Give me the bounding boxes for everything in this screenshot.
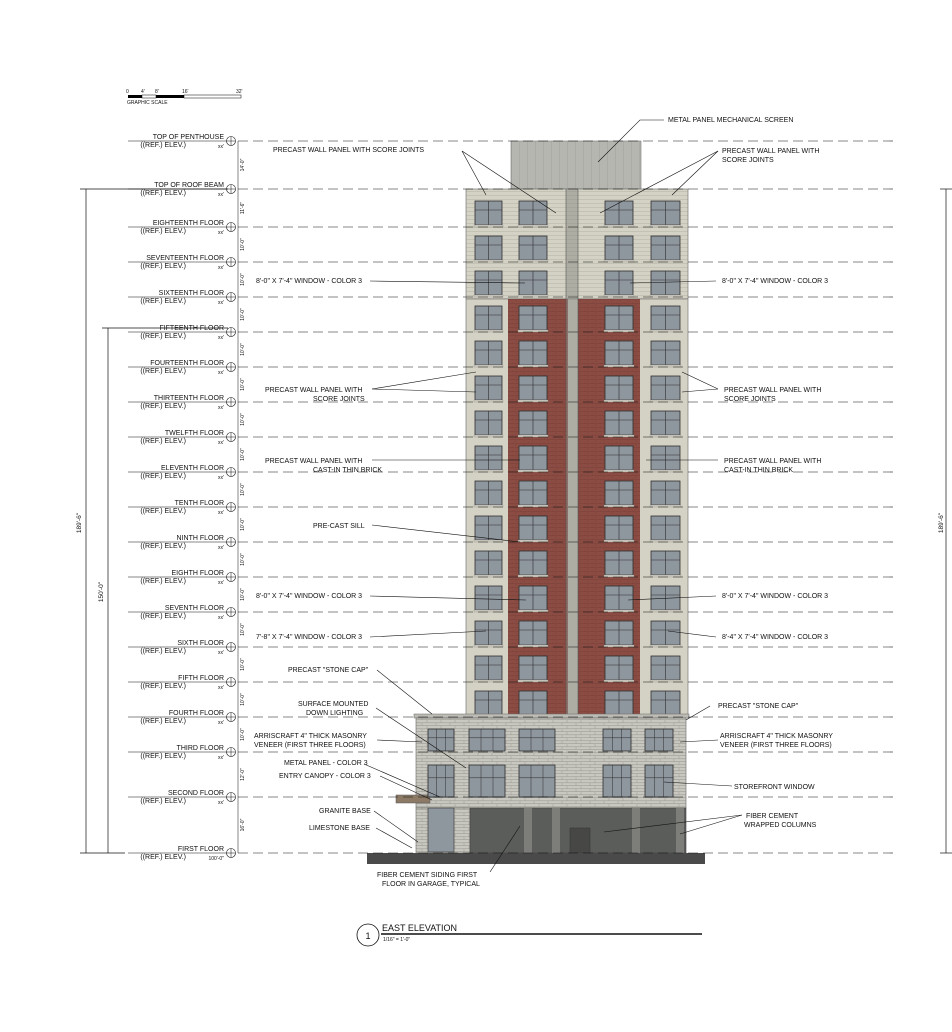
center-recess <box>566 189 578 717</box>
floor-height-dim: 10'-0" <box>240 728 246 741</box>
note-precast-score-mid-left-1: PRECAST WALL PANEL WITH <box>265 387 363 394</box>
level-name: FIFTEENTH FLOOR <box>159 325 224 332</box>
level-elev: xx' <box>218 755 224 761</box>
level-ref: ((REF.) ELEV.) <box>140 718 186 725</box>
floor-height-dim: 10'-0" <box>240 693 246 706</box>
floor-height-dim: 10'-0" <box>240 658 246 671</box>
floor-height-dim: 10'-0" <box>240 378 246 391</box>
note-precast-score-top-right-1: PRECAST WALL PANEL WITH <box>722 148 820 155</box>
notes-bottom <box>377 872 480 888</box>
level-elev: xx' <box>218 230 224 236</box>
podium-window <box>645 765 673 797</box>
scale-tick-3: 16' <box>182 89 189 95</box>
podium-window <box>519 729 555 751</box>
level-name: THIRD FLOOR <box>176 745 224 752</box>
graphic-scale <box>126 89 243 106</box>
column-3 <box>632 808 640 853</box>
dim-right: 189'-6" <box>938 512 945 534</box>
level-elev: xx' <box>218 510 224 516</box>
level-name: TWELFTH FLOOR <box>164 430 224 437</box>
level-ref: ((REF.) ELEV.) <box>140 683 186 690</box>
podium-window <box>428 729 454 751</box>
level-elev: xx' <box>218 335 224 341</box>
level-ref: ((REF.) ELEV.) <box>140 854 186 861</box>
note-stone-cap-left: PRECAST "STONE CAP" <box>288 667 369 674</box>
level-ref: ((REF.) ELEV.) <box>140 578 186 585</box>
podium-window <box>645 729 673 751</box>
scale-label: GRAPHIC SCALE <box>127 100 168 106</box>
floor-height-dim: 10'-0" <box>240 623 246 636</box>
note-brick-right-2: CAST-IN THIN BRICK <box>724 467 794 474</box>
level-name: SEVENTH FLOOR <box>164 605 224 612</box>
level-elev: xx' <box>218 650 224 656</box>
note-canopy: ENTRY CANOPY - COLOR 3 <box>279 773 371 780</box>
level-ref: ((REF.) ELEV.) <box>140 142 186 149</box>
note-limestone: LIMESTONE BASE <box>309 825 370 832</box>
note-window-lower-right: 8'-0" X 7'-4" WINDOW - COLOR 3 <box>722 593 829 600</box>
entry-door <box>428 808 454 852</box>
floor-height-dim: 14'-0" <box>240 158 246 172</box>
note-window-lower-left: 8'-0" X 7'-4" WINDOW - COLOR 3 <box>256 593 363 600</box>
note-siding-2: FLOOR IN GARAGE, TYPICAL <box>382 881 480 888</box>
level-elev: xx' <box>218 615 224 621</box>
level-elev: xx' <box>218 192 224 198</box>
note-precast-score-mid-right-2: SCORE JOINTS <box>724 396 776 403</box>
floor-height-dim: 11'-6" <box>240 201 246 215</box>
dim-left-outer: 189'-6" <box>76 512 83 534</box>
floor-height-dim: 10'-0" <box>240 588 246 601</box>
floor-height-dim: 10'-0" <box>240 448 246 461</box>
level-elev: xx' <box>218 800 224 806</box>
level-name: ELEVENTH FLOOR <box>160 465 224 472</box>
level-name: EIGHTH FLOOR <box>171 570 224 577</box>
level-ref: ((REF.) ELEV.) <box>140 228 186 235</box>
note-window-side-right: 8'-4" X 7'-4" WINDOW - COLOR 3 <box>722 634 829 641</box>
level-elev: xx' <box>218 475 224 481</box>
note-stone-cap-right: PRECAST "STONE CAP" <box>718 703 799 710</box>
level-ref: ((REF.) ELEV.) <box>140 473 186 480</box>
level-ref: ((REF.) ELEV.) <box>140 298 186 305</box>
entry-canopy <box>396 795 430 803</box>
level-ref: ((REF.) ELEV.) <box>140 403 186 410</box>
level-ref: ((REF.) ELEV.) <box>140 648 186 655</box>
note-lighting-1: SURFACE MOUNTED <box>298 701 369 708</box>
level-elev: xx' <box>218 720 224 726</box>
level-name: TOP OF PENTHOUSE <box>152 134 224 141</box>
floor-height-dim: 10'-0" <box>240 308 246 321</box>
level-ref: ((REF.) ELEV.) <box>140 333 186 340</box>
column-1 <box>524 808 532 853</box>
podium-window <box>603 729 631 751</box>
note-brick-left-2: CAST-IN THIN BRICK <box>313 467 383 474</box>
floor-height-dim: 10'-0" <box>240 413 246 426</box>
level-ref: ((REF.) ELEV.) <box>140 508 186 515</box>
note-sill: PRE-CAST SILL <box>313 523 365 530</box>
drawing-title <box>357 923 702 946</box>
note-lighting-2: DOWN LIGHTING <box>306 710 364 717</box>
level-name: FOURTH FLOOR <box>168 710 224 717</box>
level-elev: xx' <box>218 580 224 586</box>
note-mech-screen: METAL PANEL MECHANICAL SCREEN <box>668 117 794 124</box>
note-columns-1: FIBER CEMENT <box>746 813 799 820</box>
level-ref: ((REF.) ELEV.) <box>140 753 186 760</box>
scale-tick-4: 32' <box>236 89 243 95</box>
level-name: EIGHTEENTH FLOOR <box>152 220 224 227</box>
ground-line <box>367 853 705 864</box>
note-masonry-left-1: ARRISCRAFT 4" THICK MASONRY <box>254 733 367 740</box>
level-elev: xx' <box>218 265 224 271</box>
level-elev: 100'-0" <box>208 856 224 862</box>
note-window-upper-left: 8'-0" X 7'-4" WINDOW - COLOR 3 <box>256 278 363 285</box>
note-masonry-right-2: VENEER (FIRST THREE FLOORS) <box>720 742 832 749</box>
tower <box>466 189 688 717</box>
level-ref: ((REF.) ELEV.) <box>140 613 186 620</box>
floor-height-dim: 10'-0" <box>240 518 246 531</box>
note-brick-right-1: PRECAST WALL PANEL WITH <box>724 458 822 465</box>
garage-door <box>570 828 590 853</box>
podium-window <box>428 765 454 797</box>
title-name: EAST ELEVATION <box>382 923 458 933</box>
level-name: SECOND FLOOR <box>167 790 224 797</box>
level-name: TOP OF ROOF BEAM <box>154 182 224 189</box>
level-name: SIXTEENTH FLOOR <box>158 290 224 297</box>
floor-height-dim: 16'-0" <box>240 818 246 832</box>
level-name: FOURTEENTH FLOOR <box>150 360 224 367</box>
level-elev: xx' <box>218 545 224 551</box>
level-name: THIRTEENTH FLOOR <box>153 395 224 402</box>
title-scale: 1/16" = 1'-0" <box>383 937 411 943</box>
level-elev: xx' <box>218 405 224 411</box>
column-4 <box>676 808 684 853</box>
podium-window <box>469 729 505 751</box>
floor-height-dim: 10'-0" <box>240 483 246 496</box>
notes-left <box>254 147 424 832</box>
column-2 <box>552 808 560 853</box>
podium-window <box>519 765 555 797</box>
stone-cap <box>414 714 689 718</box>
note-granite: GRANITE BASE <box>319 808 371 815</box>
podium <box>396 714 689 853</box>
level-name: FIFTH FLOOR <box>178 675 224 682</box>
note-columns-2: WRAPPED COLUMNS <box>744 822 817 829</box>
note-precast-score-top: PRECAST WALL PANEL WITH SCORE JOINTS <box>273 147 425 154</box>
level-elev: xx' <box>218 440 224 446</box>
scale-tick-2: 8' <box>155 89 159 95</box>
level-name: SIXTH FLOOR <box>177 640 224 647</box>
note-window-side-left: 7'-8" X 7'-4" WINDOW - COLOR 3 <box>256 634 363 641</box>
level-ref: ((REF.) ELEV.) <box>140 438 186 445</box>
level-elev: xx' <box>218 300 224 306</box>
level-ref: ((REF.) ELEV.) <box>140 798 186 805</box>
note-storefront: STOREFRONT WINDOW <box>734 784 815 791</box>
level-ref: ((REF.) ELEV.) <box>140 190 186 197</box>
level-name: NINTH FLOOR <box>176 535 224 542</box>
floor-height-dim: 12'-0" <box>240 768 246 781</box>
title-number: 1 <box>365 931 371 941</box>
note-masonry-right-1: ARRISCRAFT 4" THICK MASONRY <box>720 733 833 740</box>
notes-right <box>668 117 833 829</box>
note-precast-score-top-right-2: SCORE JOINTS <box>722 157 774 164</box>
floor-height-dim: 10'-0" <box>240 273 246 286</box>
note-metal-panel: METAL PANEL - COLOR 3 <box>284 760 368 767</box>
level-ref: ((REF.) ELEV.) <box>140 543 186 550</box>
podium-window <box>469 765 505 797</box>
note-precast-score-mid-left-2: SCORE JOINTS <box>313 396 365 403</box>
note-brick-left-1: PRECAST WALL PANEL WITH <box>265 458 363 465</box>
level-elev: xx' <box>218 370 224 376</box>
mechanical-screen <box>511 141 641 189</box>
level-name: FIRST FLOOR <box>177 846 224 853</box>
level-name: TENTH FLOOR <box>174 500 224 507</box>
level-name: SEVENTEENTH FLOOR <box>146 255 224 262</box>
note-window-upper-right: 8'-0" X 7'-4" WINDOW - COLOR 3 <box>722 278 829 285</box>
floor-height-dim: 10'-0" <box>240 343 246 356</box>
podium-window <box>603 765 631 797</box>
scale-tick-1: 4' <box>141 89 145 95</box>
floor-height-dim: 10'-0" <box>240 238 246 251</box>
floor-height-dim: 10'-0" <box>240 553 246 566</box>
level-elev: xx' <box>218 685 224 691</box>
level-elev: xx' <box>218 144 224 150</box>
note-siding-1: FIBER CEMENT SIDING FIRST <box>377 872 478 879</box>
scale-tick-0: 0 <box>126 89 129 95</box>
dim-left-inner: 150'-0" <box>98 581 105 603</box>
note-precast-score-mid-right-1: PRECAST WALL PANEL WITH <box>724 387 822 394</box>
level-ref: ((REF.) ELEV.) <box>140 263 186 270</box>
note-masonry-left-2: VENEER (FIRST THREE FLOORS) <box>254 742 366 749</box>
level-ref: ((REF.) ELEV.) <box>140 368 186 375</box>
